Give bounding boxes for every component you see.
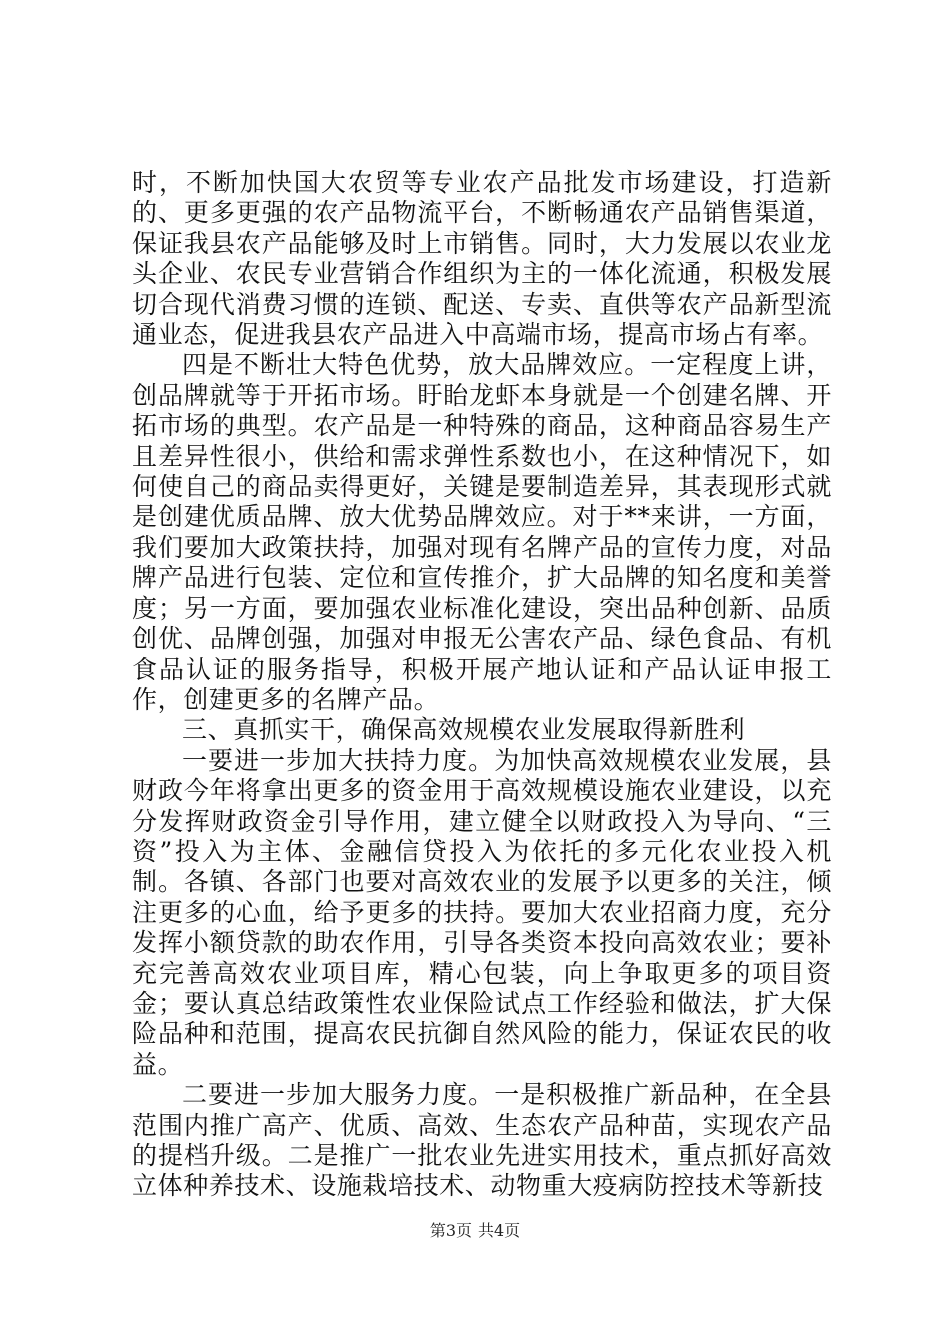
page-footer <box>0 1218 950 1241</box>
paragraph-service-strength: 二要进一步加大服务力度。一是积极推广新品种，在全县范围内推广高产、优质、高效、生态农产品种苗，实现农产品的提档升级。二是推广一批农业先进实用技术，重点抓好高效立体种养技术、设施栽培技术、动物重大疫病防控技术等新技 <box>132 1080 832 1201</box>
document-body <box>132 168 832 1202</box>
paragraph-brand-effect: 四是不断壮大特色优势，放大品牌效应。一定程度上讲，创品牌就等于开拓市场。盱眙龙虾本身就是一个创建名牌、开拓市场的典型。农产品是一种特殊的商品，这种商品容易生产且差异性很小，供给和需求弹性系数也小，在这种情况下，如何使自己的商品卖得更好，关键是要制造差异，其表现形式就是创建优质品牌、放大优势品牌效应。对于**来讲，一方面，我们要加大政策扶持，加强对现有名牌产品的宣传力度，对品牌产品进行包装、定位和宣传推介，扩大品牌的知名度和美誉度；另一方面，要加强农业标准化建设，突出品种创新、品质创优、品牌创强，加强对申报无公害农产品、绿色食品、有机食品认证的服务指导，积极开展产地认证和产品认证申报工作，创建更多的名牌产品。 <box>132 350 832 714</box>
section-heading-three: 三、真抓实干，确保高效规模农业发展取得新胜利 <box>182 715 746 745</box>
page-number-current: 第3页 <box>429 1221 472 1240</box>
paragraph-continuation: 时，不断加快国大农贸等专业农产品批发市场建设，打造新的、更多更强的农产品物流平台，不断畅通农产品销售渠道，保证我县农产品能够及时上市销售。同时，大力发展以农业龙头企业、农民专业营销合作组织为主的一体化流通，积极发展切合现代消费习惯的连锁、配送、专卖、直供等农产品新型流通业态，促进我县农产品进入中高端市场，提高市场占有率。 <box>132 168 832 350</box>
page-number-total: 共4页 <box>478 1221 521 1240</box>
paragraph-support-strength: 一要进一步加大扶持力度。为加快高效规模农业发展，县财政今年将拿出更多的资金用于高效规模设施农业建设，以充分发挥财政资金引导作用，建立健全以财政投入为导向、“三资”投入为主体、金融信贷投入为依托的多元化农业投入机制。各镇、各部门也要对高效农业的发展予以更多的关注，倾注更多的心血，给予更多的扶持。要加大农业招商力度，充分发挥小额贷款的助农作用，引导各类资本投向高效农业；要补充完善高效农业项目库，精心包装，向上争取更多的项目资金；要认真总结政策性农业保险试点工作经验和做法，扩大保险品种和范围，提高农民抗御自然风险的能力，保证农民的收益。 <box>132 745 832 1079</box>
